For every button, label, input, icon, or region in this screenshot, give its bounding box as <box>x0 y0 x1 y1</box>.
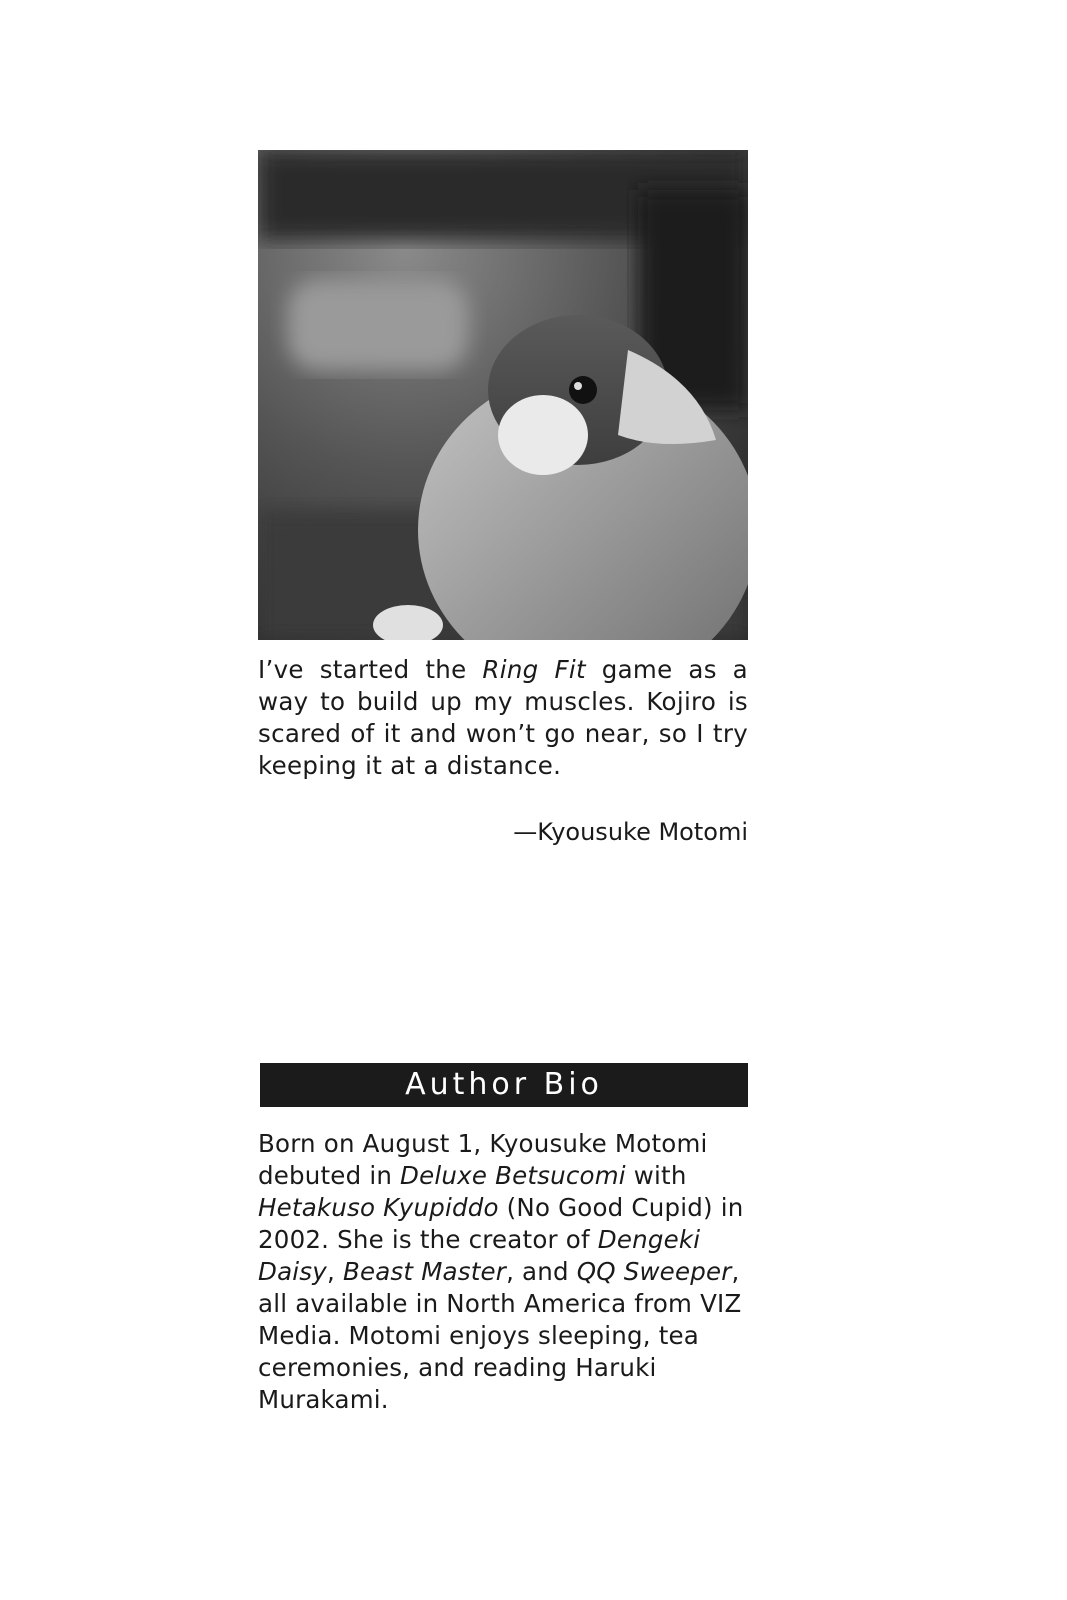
bio-title: Hetakuso Kyupiddo <box>258 1193 499 1222</box>
caption-game-title: Ring Fit <box>482 655 586 684</box>
photo-caption <box>258 654 748 782</box>
author-bio-text <box>258 1128 748 1416</box>
caption-text-continued: game as a way to build up my muscles. Kojiro is scared of it and won’t go near, so I try keeping it at a distance. <box>258 655 748 780</box>
bio-title: Dengeki Daisy <box>258 1225 701 1286</box>
bird-icon <box>258 150 748 640</box>
author-signature: —Kyousuke Motomi <box>513 818 748 846</box>
bird-photo <box>258 150 748 640</box>
bio-text: (No Good Cupid) in 2002. She is the creator of <box>258 1193 744 1254</box>
bio-text: , all available in North America from VIZ Media. Motomi enjoys sleeping, tea ceremonies, and reading Haruki Murakami. <box>258 1257 742 1414</box>
author-bio-heading: Author Bio <box>260 1063 748 1107</box>
bio-text: , and <box>506 1257 577 1286</box>
bio-text: Born on August 1, Kyousuke Motomi debuted in <box>258 1129 708 1190</box>
bio-title: Beast Master <box>342 1257 507 1286</box>
caption-text: I’ve started the <box>258 655 483 684</box>
bio-title: QQ Sweeper <box>576 1257 732 1286</box>
bio-title: Deluxe Betsucomi <box>400 1161 626 1190</box>
bio-text: with <box>625 1161 687 1190</box>
bio-text: , <box>326 1257 343 1286</box>
